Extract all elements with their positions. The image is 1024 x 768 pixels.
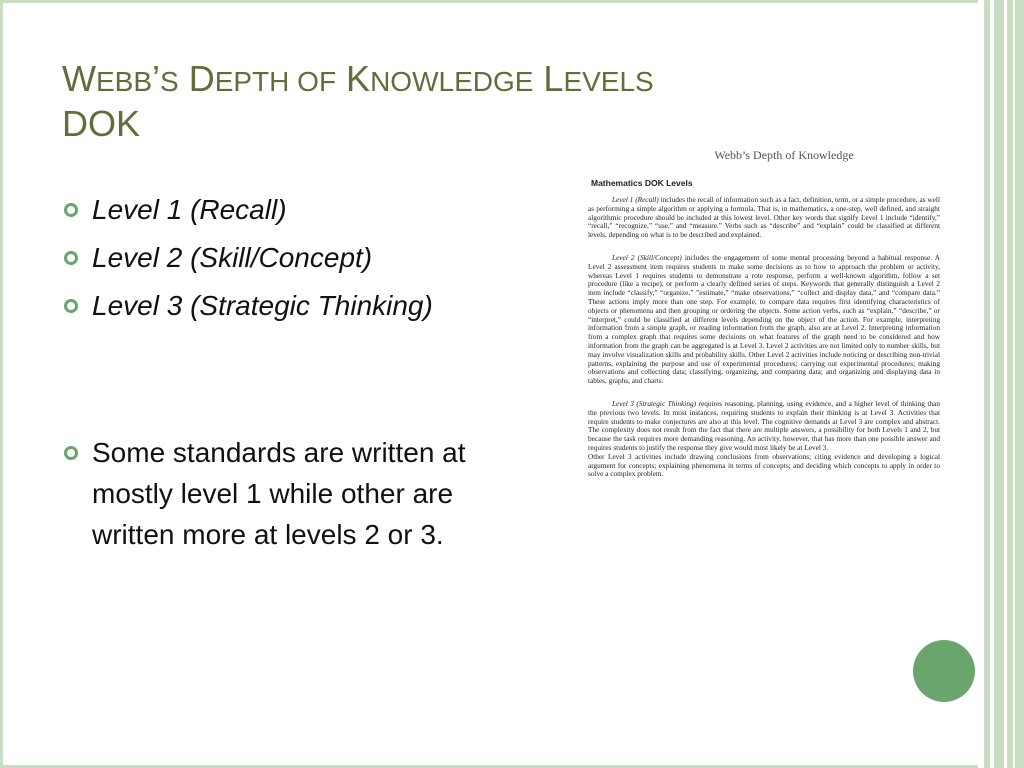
note-bullet-list (62, 432, 532, 555)
title-text: ’ (152, 58, 161, 99)
document-level-3-paragraph (588, 400, 940, 453)
level-bullet-list (62, 186, 542, 330)
bullet-level-3 (62, 282, 542, 330)
bullet-text: Level 3 (Strategic Thinking) (92, 290, 433, 321)
document-level-2-text: includes the engagement of some mental processing beyond a habitual response. A Level 2 assessment item requires students to make some decisions as to how to approach the problem or activity, whereas Level 1 requires students to demonstrate a rote response, perform a well-known algorithm, follow a set procedure (like a recipe), or perform a clearly defined series of steps. Keywords that generally distinguish a Level 2 item include “classify,” “organize,” ”estimate,” “make observations,” “collect and display data,” and “compare data.” These actions imply more than one step. For example, to compare data requires first identifying characteristics of objects or phenomena and then grouping or ordering the objects. Some action verbs, such as “explain,” “describe,” or “interpret,” could be classified at different levels depending on the object of the action. For example, interpreting information from a simple graph, or reading information from the graph, also are at Level 2. Interpreting information from a complex graph that requires some decisions on what features of the graph need to be considered and how information from the graph can be aggregated is at Level 3. Level 2 activities are not limited only to number skills, but may involve visualization skills and probability skills. Other Level 2 activities include noticing or describing non-trivial patterns, explaining the purpose and use of experimental procedures; carrying out experimental procedures; making observations and collecting data; classifying, organizing, and comparing data; and organizing and displaying data in tables, graphs, and charts. (588, 252, 940, 386)
title-text: S (160, 66, 179, 97)
document-level-2-paragraph (588, 254, 940, 386)
title-text: EPTH OF (214, 66, 337, 97)
title-text: EVELS (563, 66, 654, 97)
decorative-circle (913, 640, 975, 702)
slide-frame-left (0, 0, 3, 768)
bullet-note-text: Some standards are written at mostly level 1 while other are written more at levels 2 or 3. (92, 437, 466, 550)
bullet-note (62, 432, 532, 555)
bullet-circle-icon (64, 299, 78, 313)
title-text: K (336, 58, 371, 99)
right-stripe (994, 0, 1024, 768)
right-stripe (1004, 0, 1007, 768)
title-text: EBB (95, 66, 153, 97)
right-stripe (1013, 0, 1015, 768)
bullet-circle-icon (64, 203, 78, 217)
title-text: NOWLEDGE (370, 66, 534, 97)
document-level-3-continued: Other Level 3 activities include drawing conclusions from observations; citing evidence and developing a logical argument for concepts; explaining phenomena in terms of concepts; and deciding which concepts to apply in order to solve a complex problem. (588, 451, 940, 479)
document-subheading: Mathematics DOK Levels (591, 178, 693, 188)
title-line-2: DOK (62, 103, 141, 144)
bullet-circle-icon (64, 446, 78, 460)
document-level-1-label: Level 1 (Recall) (612, 195, 659, 204)
title-text: L (533, 58, 564, 99)
document-heading: Webb’s Depth of Knowledge (714, 148, 854, 162)
bullet-text: Level 2 (Skill/Concept) (92, 242, 373, 273)
document-level-2-label: Level 2 (Skill/Concept) (612, 252, 682, 262)
bullet-text: Level 1 (Recall) (92, 194, 287, 225)
bullet-level-2 (62, 234, 542, 282)
title-text: W (62, 58, 96, 99)
dok-document-image (588, 148, 940, 588)
document-level-1-text: includes the recall of information such as a fact, definition, term, or a simple procedure, as well as performing a simple algorithm or applying a formula. That is, in mathematics, a one-step, well defined, and straight algorithmic procedure should be included at this lowest level. Other key words that signify Level 1 include “identify,” “recall,” “recognize,” “use,” and “measure.” Verbs such as “describe” and “explain” could be classified at different levels, depending on what is to be described and explained. (588, 195, 940, 240)
slide-frame-top (0, 0, 978, 3)
bullet-level-1 (62, 186, 542, 234)
document-level-3-text: requires reasoning, planning, using evidence, and a higher level of thinking than the previous two levels. In most instances, requiring students to explain their thinking is at Level 3. Activities that require students to make conjectures are also at this level. The cognitive demands at Level 3 are complex and abstract. The complexity does not result from the fact that there are multiple answers, a possibility for both Levels 1 and 2, but because the task requires more demanding reasoning. An activity, however, that has more than one possible answer and requires students to justify the response they give would most likely be at Level 3. (588, 398, 940, 452)
slide-title (62, 58, 702, 145)
bullet-circle-icon (64, 251, 78, 265)
document-level-3-label: Level 3 (Strategic Thinking) (612, 398, 697, 408)
title-text: D (178, 58, 215, 99)
document-level-1-paragraph (588, 196, 940, 240)
